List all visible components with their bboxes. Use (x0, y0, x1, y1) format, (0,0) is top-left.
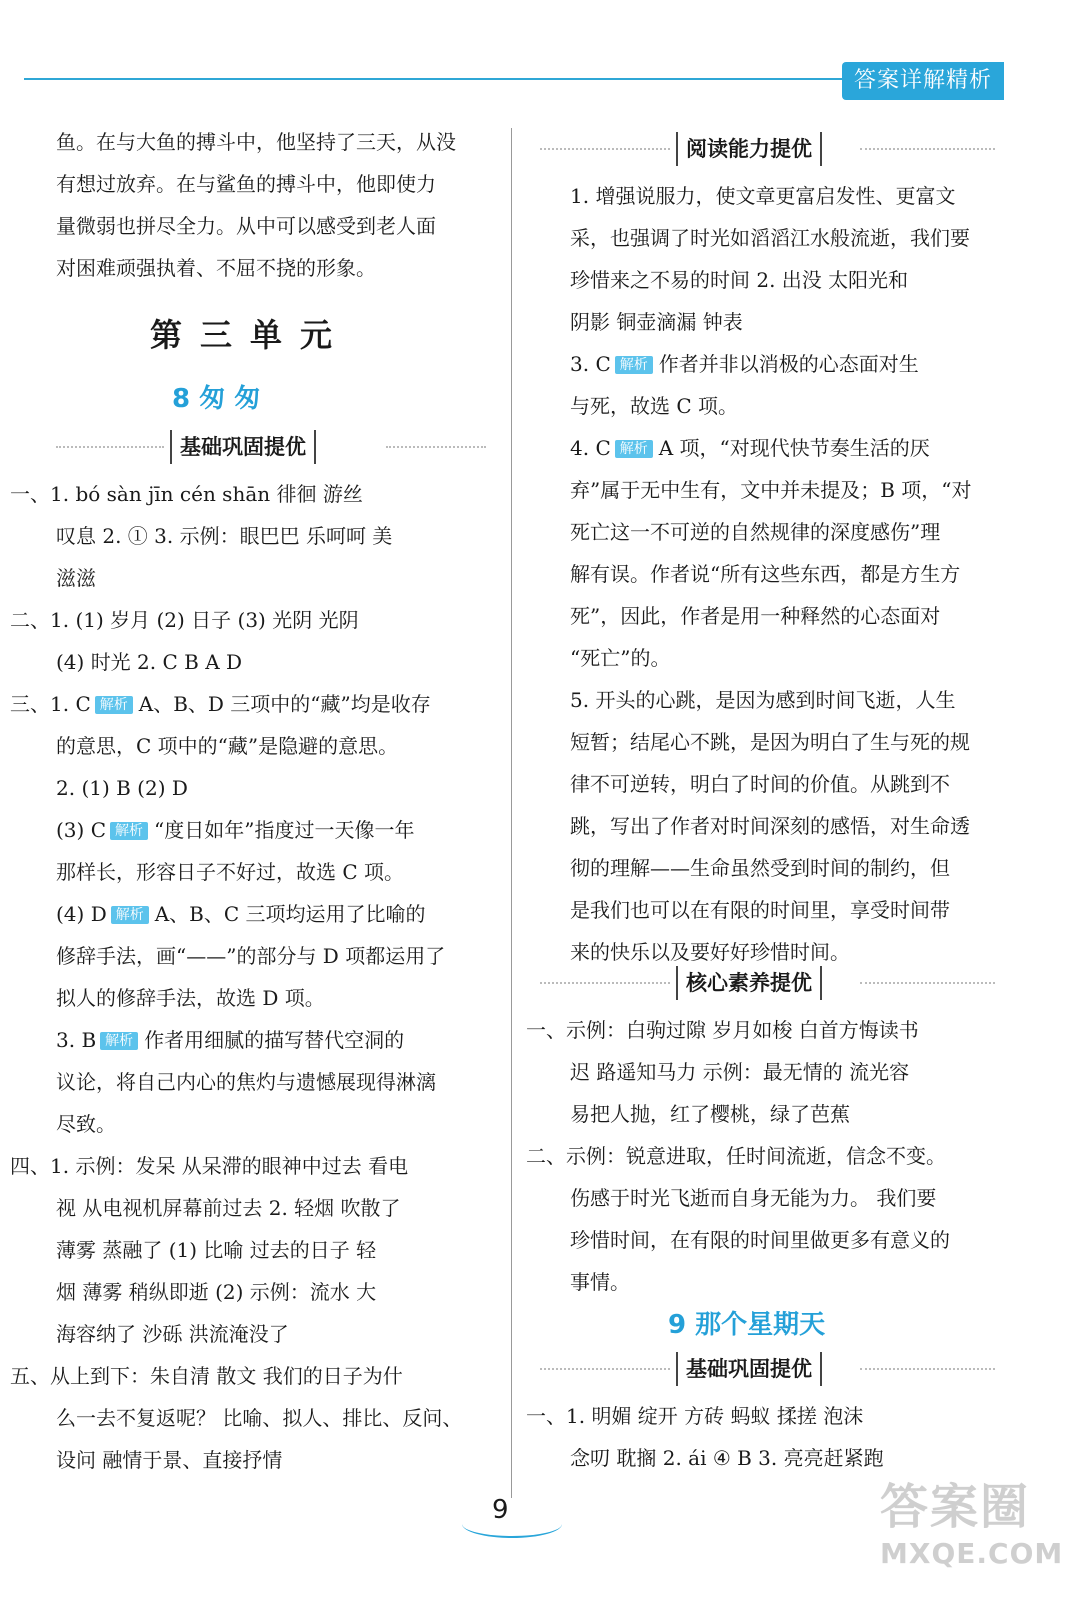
section-header (540, 132, 995, 166)
section-label: 基础巩固提优 (170, 430, 316, 464)
answer-text: (4) D (56, 902, 107, 926)
answer-text: A、B、C 三项均运用了比喻的 (154, 902, 426, 926)
analysis-tag: 解析 (615, 440, 653, 458)
section-label: 核心素养提优 (676, 966, 822, 1000)
answer-line (570, 434, 930, 462)
header-tag: 答案详解精析 (842, 62, 1004, 100)
answer-line: 是我们也可以在有限的时间里，享受时间带 (570, 898, 950, 922)
answer-line: 来的快乐以及要好好珍惜时间。 (570, 940, 850, 964)
answer-text: 3. C (570, 352, 611, 376)
section-label: 基础巩固提优 (676, 1352, 822, 1386)
lesson-9-title: 9 那个星期天 (668, 1310, 826, 1340)
analysis-tag: 解析 (100, 1032, 138, 1050)
answer-line (56, 1026, 404, 1054)
answer-line: 海容纳了 沙砾 洪流淹没了 (56, 1322, 289, 1346)
answer-line: 修辞手法，画“——”的部分与 D 项都运用了 (56, 944, 446, 968)
column-divider (511, 128, 512, 1498)
answer-line: 弃”属于无中生有，文中并未提及；B 项，“对 (570, 478, 972, 502)
answer-line: 迟 路遥知马力 示例：最无情的 流光容 (570, 1060, 910, 1084)
section-header (540, 966, 995, 1000)
answer-line: 跳，写出了作者对时间深刻的感悟，对生命透 (570, 814, 970, 838)
answer-line: 念叨 耽搁 2. ái ④ B 3. 亮亮赶紧跑 (570, 1446, 884, 1470)
answer-line (570, 350, 919, 378)
analysis-tag: 解析 (111, 906, 149, 924)
answer-line: 一、1. bó sàn jīn cén shān 徘徊 游丝 (10, 482, 363, 506)
section-header (540, 1352, 995, 1386)
intro-line: 量微弱也拼尽全力。从中可以感受到老人面 (56, 214, 436, 238)
answer-line: 二、示例：锐意进取，任时间流逝，信念不变。 (526, 1144, 946, 1168)
answer-line: 5. 开头的心跳，是因为感到时间飞逝，人生 (570, 688, 956, 712)
answer-text: 作者用细腻的描写替代空洞的 (144, 1028, 405, 1052)
answer-text: A、B、D 三项中的“藏”均是收存 (138, 692, 431, 716)
answer-line: 设问 融情于景、直接抒情 (56, 1448, 283, 1472)
answer-line: (4) 时光 2. C B A D (56, 650, 243, 674)
answer-line: 的意思，C 项中的“藏”是隐避的意思。 (56, 734, 399, 758)
answer-text: 三、1. C (10, 692, 91, 716)
intro-line: 对困难顽强执着、不屈不挠的形象。 (56, 256, 376, 280)
answer-line: 尽致。 (56, 1112, 116, 1136)
page-number: 9 (492, 1495, 509, 1525)
answer-line: 四、1. 示例：发呆 从呆滞的眼神中过去 看电 (10, 1154, 409, 1178)
answer-line: 易把人抛，红了樱桃，绿了芭蕉 (570, 1102, 850, 1126)
answer-text: 作者并非以消极的心态面对生 (658, 352, 919, 376)
answer-line: 事情。 (570, 1270, 630, 1294)
answer-text: 3. B (56, 1028, 97, 1052)
section-label: 阅读能力提优 (676, 132, 822, 166)
answer-line: 死亡这一不可逆的自然规律的深度感伤”理 (570, 520, 941, 544)
section-header (56, 430, 486, 464)
intro-line: 鱼。在与大鱼的搏斗中，他坚持了三天，从没 (56, 130, 456, 154)
answer-line: 视 从电视机屏幕前过去 2. 轻烟 吹散了 (56, 1196, 401, 1220)
lesson-8-title: 8 匆 匆 (172, 384, 261, 414)
answer-line (56, 816, 414, 844)
answer-text: “度日如年”指度过一天像一年 (154, 818, 415, 842)
watermark-url: MXQE.COM (880, 1537, 1064, 1570)
answer-line: 伤感于时光飞逝而自身无能为力。 我们要 (570, 1186, 937, 1210)
answer-line: 与死，故选 C 项。 (570, 394, 739, 418)
answer-line: 2. (1) B (2) D (56, 776, 188, 800)
answer-line: 彻的理解——生命虽然受到时间的制约，但 (570, 856, 950, 880)
answer-line: 烟 薄雾 稍纵即逝 (2) 示例：流水 大 (56, 1280, 377, 1304)
analysis-tag: 解析 (110, 822, 148, 840)
answer-text: 4. C (570, 436, 611, 460)
analysis-tag: 解析 (615, 356, 653, 374)
watermark-logo (880, 1478, 1064, 1593)
header-rule (24, 78, 844, 80)
unit-title: 第三单元 (149, 316, 350, 354)
answer-line: 阴影 铜壶滴漏 钟表 (570, 310, 743, 334)
answer-line: 薄雾 蒸融了 (1) 比喻 过去的日子 轻 (56, 1238, 377, 1262)
answer-line: 解有误。作者说“所有这些东西，都是方生方 (570, 562, 961, 586)
analysis-tag: 解析 (95, 696, 133, 714)
answer-line: 死”，因此，作者是用一种释然的心态面对 (570, 604, 941, 628)
answer-line: 一、1. 明媚 绽开 方砖 蚂蚁 揉搓 泡沫 (526, 1404, 864, 1428)
answer-line: 短暂；结尾心不跳，是因为明白了生与死的规 (570, 730, 970, 754)
answer-line: 拟人的修辞手法，故选 D 项。 (56, 986, 325, 1010)
answer-line: 采，也强调了时光如滔滔江水般流逝，我们要 (570, 226, 970, 250)
answer-line: 五、从上到下：朱自清 散文 我们的日子为什 (10, 1364, 403, 1388)
answer-line: 1. 增强说服力，使文章更富启发性、更富文 (570, 184, 956, 208)
answer-line: 二、1. (1) 岁月 (2) 日子 (3) 光阴 光阴 (10, 608, 359, 632)
answer-line (56, 900, 426, 928)
answer-line (10, 690, 431, 718)
answer-line: “死亡”的。 (570, 646, 671, 670)
answer-line: 滋滋 (56, 566, 96, 590)
answer-text: (3) C (56, 818, 106, 842)
page-number-arc (462, 1510, 562, 1538)
answer-line: 珍惜来之不易的时间 2. 出没 太阳光和 (570, 268, 909, 292)
intro-line: 有想过放弃。在与鲨鱼的搏斗中，他即使力 (56, 172, 436, 196)
answer-text: A 项，“对现代快节奏生活的厌 (658, 436, 930, 460)
watermark-text: 答案圈 (880, 1479, 1031, 1535)
answer-line: 那样长，形容日子不好过，故选 C 项。 (56, 860, 405, 884)
answer-line: 叹息 2. ① 3. 示例：眼巴巴 乐呵呵 美 (56, 524, 393, 548)
answer-line: 议论，将自己内心的焦灼与遗憾展现得淋漓 (56, 1070, 436, 1094)
answer-line: 一、示例：白驹过隙 岁月如梭 白首方悔读书 (526, 1018, 919, 1042)
answer-line: 珍惜时间，在有限的时间里做更多有意义的 (570, 1228, 950, 1252)
answer-line: 律不可逆转，明白了时间的价值。从跳到不 (570, 772, 950, 796)
answer-line: 么一去不复返呢？ 比喻、拟人、排比、反问、 (56, 1406, 463, 1430)
